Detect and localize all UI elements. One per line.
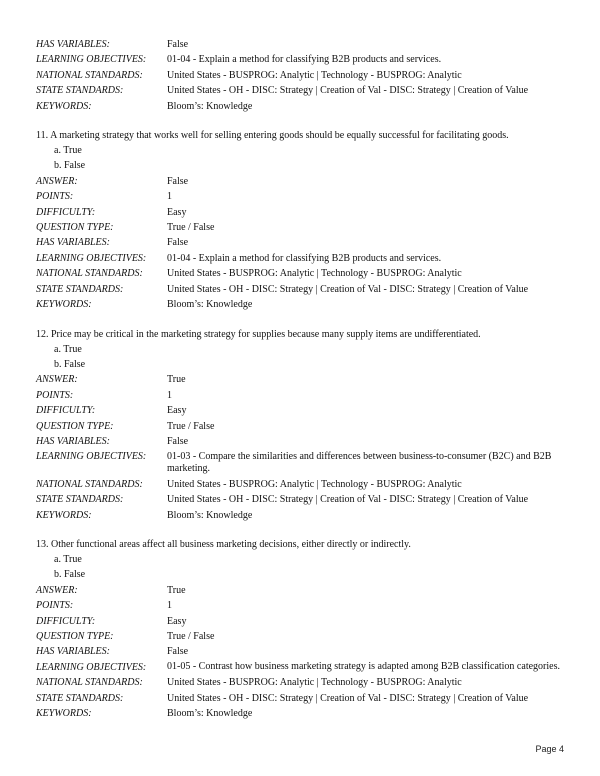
metadata-row [36, 598, 564, 613]
metadata-label: STATE STANDARDS: [36, 85, 124, 97]
metadata-row [36, 68, 564, 83]
metadata-label: POINTS: [36, 389, 74, 401]
metadata-value: Easy [167, 206, 187, 218]
metadata-label: NATIONAL STANDARDS: [36, 69, 143, 81]
question-12 [36, 328, 564, 523]
metadata-row [36, 403, 564, 418]
metadata-label: STATE STANDARDS: [36, 692, 124, 704]
metadata-label: DIFFICULTY: [36, 405, 96, 417]
metadata-row [36, 37, 564, 52]
metadata-row [36, 629, 564, 644]
metadata-value: True [167, 374, 186, 386]
metadata-row [36, 583, 564, 598]
metadata-value: Easy [167, 405, 187, 417]
metadata-label: KEYWORDS: [36, 708, 92, 719]
previous-question-metadata [36, 37, 564, 114]
metadata-label: LEARNING OBJECTIVES: [36, 451, 147, 463]
metadata-label: QUESTION TYPE: [36, 420, 114, 432]
metadata-value: False [167, 435, 189, 447]
metadata-value: 01-05 - Contrast how business marketing strategy is adapted among B2B classification categories. [167, 661, 560, 673]
metadata-row [36, 706, 564, 721]
metadata-row [36, 419, 564, 434]
metadata-row [36, 449, 564, 476]
metadata-label: HAS VARIABLES: [36, 237, 110, 249]
metadata-value: 01-04 - Explain a method for classifying B2B products and services. [167, 54, 442, 66]
metadata-value: 01-04 - Explain a method for classifying B2B products and services. [167, 252, 442, 264]
question-number: 13. [36, 538, 49, 550]
metadata-row [36, 297, 564, 312]
metadata-value: 1 [167, 600, 172, 612]
metadata-label: ANSWER: [36, 374, 78, 386]
metadata-row [36, 251, 564, 266]
metadata-label: KEYWORDS: [36, 299, 92, 311]
metadata-label: DIFFICULTY: [36, 206, 96, 218]
metadata-value: Bloom’s: Knowledge [167, 708, 253, 719]
metadata-value: United States - OH - DISC: Strategy | Creation of Val - DISC: Strategy | Creation of Value [167, 692, 529, 704]
metadata-label: STATE STANDARDS: [36, 283, 124, 295]
metadata-label: STATE STANDARDS: [36, 494, 124, 506]
document-page [36, 37, 564, 721]
metadata-value: 1 [167, 389, 172, 401]
metadata-label: ANSWER: [36, 584, 78, 596]
metadata-value: 1 [167, 191, 172, 203]
metadata-row [36, 477, 564, 492]
metadata-row [36, 660, 564, 675]
metadata-row [36, 282, 564, 297]
metadata-row [36, 691, 564, 706]
metadata-row [36, 434, 564, 449]
metadata-label: NATIONAL STANDARDS: [36, 677, 143, 689]
metadata-label: POINTS: [36, 191, 74, 203]
answer-options [36, 143, 564, 174]
metadata-row [36, 508, 564, 523]
metadata-row [36, 174, 564, 189]
metadata-row [36, 492, 564, 507]
metadata-row [36, 372, 564, 387]
metadata-value: True [167, 584, 186, 596]
question-number: 11. [36, 130, 49, 142]
metadata-value: True / False [167, 630, 215, 642]
metadata-row [36, 675, 564, 690]
question-text: Other functional areas affect all business marketing decisions, either directly or indirectly. [51, 538, 411, 550]
metadata-row [36, 99, 564, 114]
question-11 [36, 129, 564, 312]
metadata-row [36, 644, 564, 659]
metadata-value: True / False [167, 420, 215, 432]
question-metadata [36, 372, 564, 523]
metadata-label: DIFFICULTY: [36, 615, 96, 627]
metadata-label: HAS VARIABLES: [36, 646, 110, 658]
metadata-label: NATIONAL STANDARDS: [36, 478, 143, 490]
question-stem [36, 328, 564, 341]
metadata-row [36, 220, 564, 235]
metadata-label: LEARNING OBJECTIVES: [36, 252, 147, 264]
question-text: A marketing strategy that works well for selling entering goods should be equally successful for facilitating goods. [50, 130, 509, 142]
metadata-row [36, 189, 564, 204]
metadata-value: United States - OH - DISC: Strategy | Creation of Val - DISC: Strategy | Creation of Value [167, 494, 529, 506]
metadata-label: KEYWORDS: [36, 509, 92, 521]
answer-options [36, 342, 564, 373]
question-metadata [36, 583, 564, 722]
metadata-label: HAS VARIABLES: [36, 39, 110, 50]
metadata-value: 01-03 - Compare the similarities and differences between business-to-consumer (B2C) and B2B marketing. [167, 451, 552, 475]
metadata-row [36, 83, 564, 98]
metadata-row [36, 205, 564, 220]
question-number: 12. [36, 328, 49, 340]
metadata-value: United States - OH - DISC: Strategy | Creation of Val - DISC: Strategy | Creation of Value [167, 283, 529, 295]
metadata-value: United States - BUSPROG: Analytic | Technology - BUSPROG: Analytic [167, 69, 462, 81]
answer-options [36, 552, 564, 583]
metadata-label: NATIONAL STANDARDS: [36, 268, 143, 280]
metadata-value: United States - BUSPROG: Analytic | Technology - BUSPROG: Analytic [167, 268, 462, 280]
metadata-label: QUESTION TYPE: [36, 222, 114, 234]
metadata-row [36, 52, 564, 67]
question-13 [36, 538, 564, 721]
metadata-value: Bloom’s: Knowledge [167, 299, 253, 311]
metadata-value: United States - BUSPROG: Analytic | Technology - BUSPROG: Analytic [167, 677, 462, 689]
metadata-value: False [167, 646, 189, 658]
option-true: a. True [54, 553, 82, 565]
metadata-value: Bloom’s: Knowledge [167, 509, 253, 521]
metadata-value: United States - OH - DISC: Strategy | Creation of Val - DISC: Strategy | Creation of Value [167, 85, 529, 97]
metadata-value: Easy [167, 615, 187, 627]
option-false: b. False [54, 569, 86, 581]
question-metadata [36, 174, 564, 313]
option-true: a. True [54, 343, 82, 355]
metadata-label: LEARNING OBJECTIVES: [36, 54, 147, 66]
metadata-value: United States - BUSPROG: Analytic | Technology - BUSPROG: Analytic [167, 478, 462, 490]
metadata-value: False [167, 39, 189, 50]
metadata-value: False [167, 175, 189, 187]
metadata-row [36, 266, 564, 281]
metadata-row [36, 614, 564, 629]
metadata-row [36, 388, 564, 403]
metadata-value: True / False [167, 222, 215, 234]
option-false: b. False [54, 358, 86, 370]
question-stem [36, 129, 564, 142]
question-text: Price may be critical in the marketing strategy for supplies because many supply items are undifferentiated. [51, 328, 481, 340]
page-number: Page 4 [535, 744, 564, 754]
metadata-value: False [167, 237, 189, 249]
metadata-label: ANSWER: [36, 175, 78, 187]
option-false: b. False [54, 160, 86, 172]
metadata-value: Bloom’s: Knowledge [167, 100, 253, 112]
question-stem [36, 538, 564, 551]
metadata-label: HAS VARIABLES: [36, 435, 110, 447]
metadata-label: KEYWORDS: [36, 100, 92, 112]
metadata-row [36, 235, 564, 250]
metadata-label: POINTS: [36, 600, 74, 612]
metadata-label: LEARNING OBJECTIVES: [36, 661, 147, 673]
metadata-label: QUESTION TYPE: [36, 630, 114, 642]
option-true: a. True [54, 145, 82, 157]
